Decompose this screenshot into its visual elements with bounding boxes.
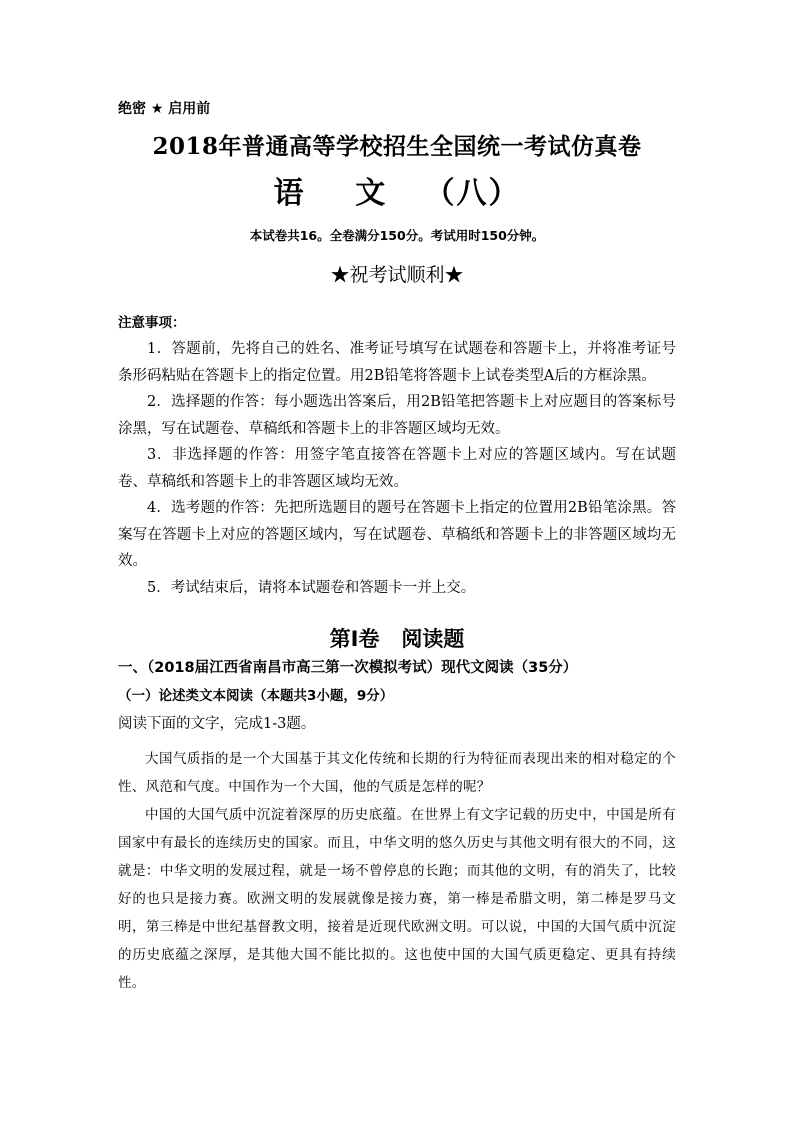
good-luck-banner: ★祝考试顺利★ bbox=[330, 264, 464, 286]
notice-item: 3．非选择题的作答：用签字笔直接答在答题卡上对应的答题区域内。写在试题卷、草稿纸和答题卡上的非答题区域均无效。 bbox=[118, 447, 676, 490]
exam-title: 2018年普通高等学校招生全国统一考试仿真卷 bbox=[152, 133, 642, 160]
section-heading: 一、（2018届江西省南昌市高三第一次模拟考试）现代文阅读（35分） bbox=[118, 660, 578, 676]
notice-item: 1．答题前，先将自己的姓名、准考证号填写在试题卷和答题卡上，并将准考证号条形码粘贴在答题卡上的指定位置。用2B铅笔将答题卡上试卷类型A后的方框涂黑。 bbox=[118, 341, 676, 384]
passage-paragraph: 中国的大国气质中沉淀着深厚的历史底蕴。在世界上有文字记载的历史中，中国是所有国家中有最长的连续历史的国家。而且，中华文明的悠久历史与其他文明有很大的不同，这就是：中华文明的发展过程，就是一场不曾停息的长跑；而其他的文明，有的消失了，比较好的也只是接力赛。欧洲文明的发展就像是接力赛，第一棒是希腊文明，第二棒是罗马文明，第三棒是中世纪基督教文明，接着是近现代欧洲文明。可以说，中国的大国气质中沉淀的历史底蕴之深厚，是其他大国不能比拟的。这也使中国的大国气质更稳定、更具有持续性。 bbox=[118, 807, 676, 991]
reading-passage bbox=[118, 745, 676, 997]
reading-instruction: 阅读下面的文字，完成1-3题。 bbox=[118, 716, 316, 732]
subsection-heading: （一）论述类文本阅读（本题共3小题，9分） bbox=[118, 688, 394, 704]
subject-title: 语 文 （八） bbox=[273, 176, 521, 211]
notice-label: 注意事项： bbox=[118, 315, 186, 331]
passage-paragraph: 大国气质指的是一个大国基于其文化传统和长期的行为特征而表现出来的相对稳定的个性、风范和气度。中国作为一个大国，他的气质是怎样的呢？ bbox=[118, 751, 676, 795]
exam-info: 本试卷共16。全卷满分150分。考试用时150分钟。 bbox=[249, 228, 545, 243]
part-title: 第Ⅰ卷 阅读题 bbox=[329, 627, 465, 651]
notice-item: 5．考试结束后，请将本试题卷和答题卡一并上交。 bbox=[147, 579, 476, 596]
notice-item: 4．选考题的作答：先把所选题目的题号在答题卡上指定的位置用2B铅笔涂黑。答案写在答题卡上对应的答题区域内，写在试题卷、草稿纸和答题卡上的非答题区域均无效。 bbox=[118, 500, 676, 569]
notice-item: 2．选择题的作答：每小题选出答案后，用2B铅笔把答题卡上对应题目的答案标号涂黑，写在试题卷、草稿纸和答题卡上的非答题区域均无效。 bbox=[118, 394, 676, 437]
secret-mark: 绝密 ★ 启用前 bbox=[118, 101, 211, 117]
notice-list bbox=[118, 336, 676, 601]
